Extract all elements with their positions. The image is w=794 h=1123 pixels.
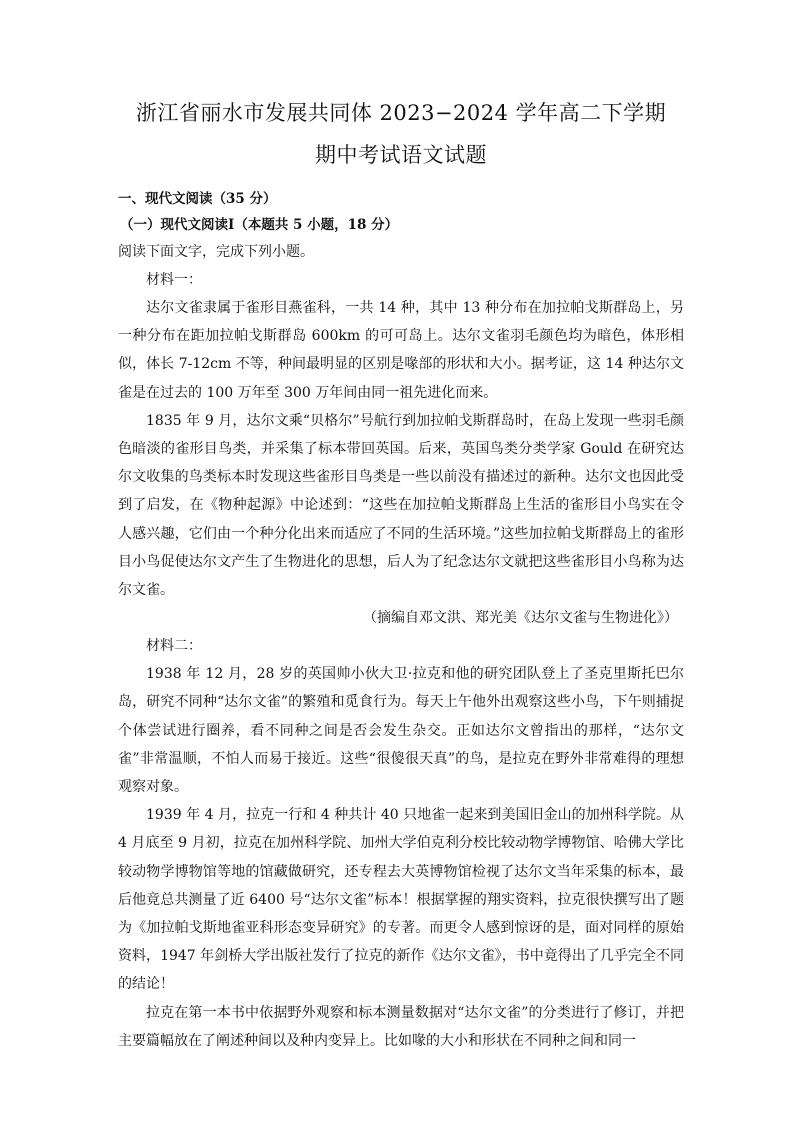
material1-paragraph-2: 1835 年 9 月，达尔文乘“贝格尔”号航行到加拉帕戈斯群岛时，在岛上发现一些羽毛颜色暗淡的雀形目鸟类，并采集了标本带回英国。后来，英国鸟类分类学家 Gould 在研究达尔文收集的鸟类标本时发现这些雀形目鸟类是一些以前没有描述过的新种。达尔文也因此受到了启发，在《物种起源》中论述到：“这些在加拉帕戈斯群岛上生活的雀形目小鸟实在令人感兴趣，它们由一个种分化出来而适应了不同的生活环境。”这些加拉帕戈斯群岛上的雀形目小鸟促使达尔文产生了生物进化的思想，后人为了纪念达尔文就把这些雀形目小鸟称为达尔文雀。 [118, 412, 684, 599]
material2-label: 材料二： [146, 638, 202, 655]
doc-title-line2: 期中考试语文试题 [315, 143, 487, 167]
material1-source: （摘编自邓文洪、郑光美《达尔文雀与生物进化》） [363, 610, 678, 627]
instruction-text: 阅读下面文字，完成下列小题。 [118, 244, 314, 260]
section-heading: 一、现代文阅读（35 分） [118, 191, 277, 207]
material1-label: 材料一： [146, 272, 202, 288]
material2-paragraph-3: 拉克在第一本书中依据野外观察和标本测量数据对“达尔文雀”的分类进行了修订，并把主要篇幅放在了阐述种间以及种内变异上。比如喙的大小和形状在不同种之间和同一 [118, 1004, 684, 1049]
material1-paragraph-1: 达尔文雀隶属于雀形目燕雀科，一共 14 种，其中 13 种分布在加拉帕戈斯群岛上，另一种分布在距加拉帕戈斯群岛 600km 的可可岛上。达尔文雀羽毛颜色均为暗色，体形相似，体长 7-12cm 不等，种间最明显的区别是喙部的形状和大小。据考证，这 14 种达尔文雀是在过去的 100 万年至 300 万年间由同一祖先进化而来。 [118, 300, 684, 401]
doc-title-line1: 浙江省丽水市发展共同体 2023−2024 学年高二下学期 [135, 101, 667, 125]
subsection-heading: （一）现代文阅读Ⅰ（本题共 5 小题，18 分） [120, 217, 399, 233]
material2-paragraph-1: 1938 年 12 月，28 岁的英国帅小伙大卫·拉克和他的研究团队登上了圣克里斯托巴尔岛，研究不同种“达尔文雀”的繁殖和觅食行为。每天上午他外出观察这些小鸟，下午则捕捉个体尝试进行圈养，看不同种之间是否会发生杂交。正如达尔文曾指出的那样，“达尔文雀”非常温顺，不怕人而易于接近。这些“很傻很天真”的鸟，是拉克在野外非常难得的理想观察对象。 [118, 666, 684, 796]
material2-paragraph-2: 1939 年 4 月，拉克一行和 4 种共计 40 只地雀一起来到美国旧金山的加州科学院。从 4 月底至 9 月初，拉克在加州科学院、加州大学伯克利分校比较动物学博物馆、哈佛大学比较动物学博物馆等地的馆藏做研究，还专程去大英博物馆检视了达尔文当年采集的标本，最后他竟总共测量了近 6400 号“达尔文雀”标本！根据掌握的翔实资料，拉克很快撰写出了题为《加拉帕戈斯地雀亚科形态变异研究》的专著。而更令人感到惊讶的是，面对同样的原始资料，1947 年剑桥大学出版社发行了拉克的新作《达尔文雀》，书中竟得出了几乎完全不同的结论！ [118, 807, 684, 993]
